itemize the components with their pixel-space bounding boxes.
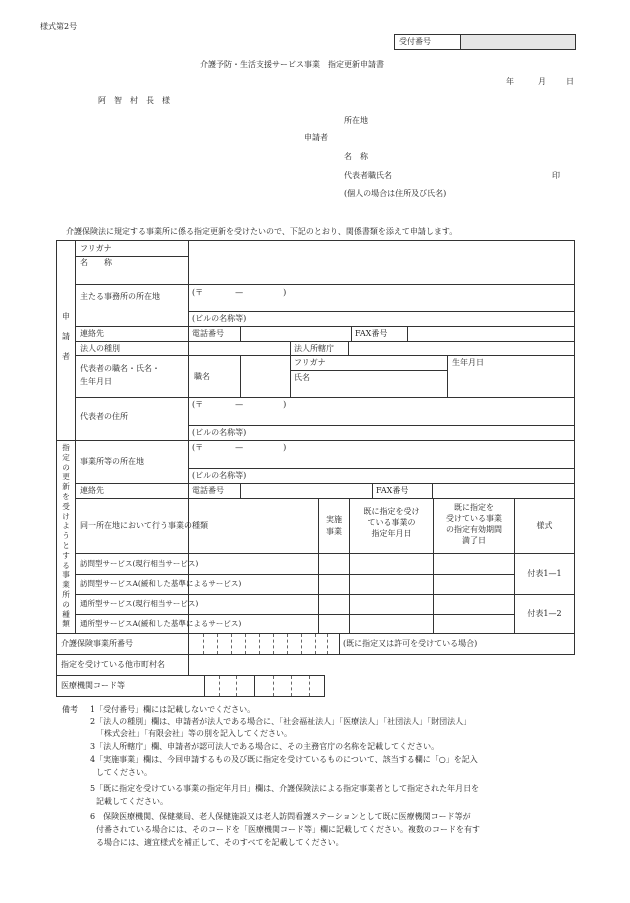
form-title: 介護予防・生活支援サービス事業 指定更新申請書 [200, 60, 384, 69]
service-row-label: 通所型サービス(現行相当サービス) [80, 599, 199, 608]
seal-mark: 印 [552, 171, 560, 180]
office-fax-label: FAX番号 [376, 486, 409, 495]
note-line: 記載してください。 [96, 797, 168, 806]
rep-address-postal: (〒 — ) [192, 400, 287, 409]
note-line: る場合には、適宜様式を補正して、そのすべてを記載してください。 [96, 838, 344, 847]
office-address-label: 事業所等の所在地 [80, 457, 144, 466]
service-kind-header: 同一所在地において行う事業の種類 [80, 521, 208, 530]
individual-note: (個人の場合は住所及び氏名) [344, 189, 447, 198]
appendix-1-1: 付表1—1 [527, 569, 562, 578]
other-municipality-label: 指定を受けている他市町村名 [61, 660, 165, 669]
receipt-number-field[interactable] [461, 35, 575, 49]
note-line: 「株式会社」「有限会社」等の別を記入してください。 [96, 729, 292, 738]
appendix-1-2: 付表1—2 [527, 609, 562, 618]
name-label: 名 称 [80, 258, 112, 267]
notes-heading: 備考 [62, 705, 78, 714]
date-day: 日 [566, 77, 574, 86]
contact-label: 連絡先 [80, 329, 104, 338]
rep-furigana-label: フリガナ [294, 358, 326, 367]
applicant-address-label: 所在地 [344, 116, 368, 125]
note-line: 6 保険医療機関、保健薬局、老人保健施設又は老人訪問看護ステーションとして既に医療機関コード等が [90, 812, 471, 821]
furigana-label: フリガナ [80, 244, 112, 253]
applicant-label: 申請者 [304, 133, 328, 142]
intro-text: 介護保険法に規定する事業所に係る指定更新を受けたいので、下記のとおり、関係書類を添えて申請します。 [66, 227, 458, 236]
form-number: 様式第2号 [40, 22, 78, 31]
date-month: 月 [538, 77, 546, 86]
office-phone-label: 電話番号 [192, 486, 224, 495]
applicant-name-label: 名 称 [344, 152, 368, 161]
phone-label: 電話番号 [192, 329, 224, 338]
implementation-header: 実施 事業 [326, 515, 342, 536]
medical-code-label: 医療機関コード等 [61, 681, 125, 690]
rep-address-building: (ビルの名称等) [192, 428, 247, 437]
corp-type-label: 法人の種別 [80, 344, 120, 353]
fax-label: FAX番号 [355, 329, 388, 338]
main-office-building: (ビルの名称等) [192, 314, 247, 323]
service-row-label: 訪問型サービスA(緩和した基準によるサービス) [80, 579, 242, 588]
insurer-number-label: 介護保険事業所番号 [61, 639, 133, 648]
receipt-label: 受付番号 [399, 37, 431, 46]
note-line: 4「実施事業」欄は、今回申請するもの及び既に指定を受けているものについて、該当する欄に「○」を記入 [90, 755, 478, 764]
note-line: 5「既に指定を受けている事業の指定年月日」欄は、介護保険法による指定事業者として指定された年月日を [90, 784, 480, 793]
rep-birth-label: 生年月日 [80, 377, 112, 386]
applicant-rep-label: 代表者職氏名 [344, 171, 392, 180]
rep-title-name-label: 代表者の職名・氏名・ [80, 364, 160, 373]
note-line: 2「法人の種別」欄は、申請者が法人である場合に、「社会福祉法人」「医療法人」「社団法人」「財団法人」 [90, 717, 472, 726]
rep-name-label: 氏名 [294, 373, 310, 382]
office-address-postal: (〒 — ) [192, 443, 287, 452]
main-office-postal: (〒 — ) [192, 288, 287, 297]
expiry-header: 既に指定を 受けている事業 の指定有効期間 満了日 [446, 503, 502, 545]
rep-address-label: 代表者の住所 [80, 412, 128, 421]
corp-authority-label: 法人所轄庁 [294, 344, 334, 353]
applicant-side-label: 申 請 者 [62, 312, 70, 361]
designated-date-header: 既に指定を受け ている事業の 指定年月日 [363, 507, 420, 538]
rep-post-label: 職名 [194, 372, 210, 381]
note-line: してください。 [96, 768, 152, 777]
birth-label: 生年月日 [452, 358, 484, 367]
format-header: 様式 [536, 521, 553, 530]
office-contact-label: 連絡先 [80, 486, 104, 495]
receipt-box [394, 34, 576, 50]
office-side-label: 指定の更新を受けようとする事業所の種類 [62, 443, 70, 629]
insurer-number-note: (既に指定又は許可を受けている場合) [343, 639, 478, 648]
main-office-label: 主たる事務所の所在地 [80, 292, 160, 301]
note-line: 付番されている場合には、そのコードを「医療機関コード等」欄に記載してください。複数のコードを有す [96, 825, 480, 834]
service-row-label: 通所型サービスA(緩和した基準によるサービス) [80, 619, 242, 628]
office-address-building: (ビルの名称等) [192, 471, 247, 480]
note-line: 1「受付番号」欄には記載しないでください。 [90, 705, 256, 714]
note-line: 3「法人所轄庁」欄、申請者が認可法人である場合に、その主務官庁の名称を記載してください。 [90, 742, 440, 751]
addressee: 阿 智 村 長 様 [98, 96, 170, 105]
service-row-label: 訪問型サービス(現行相当サービス) [80, 559, 199, 568]
date-year: 年 [506, 77, 514, 86]
